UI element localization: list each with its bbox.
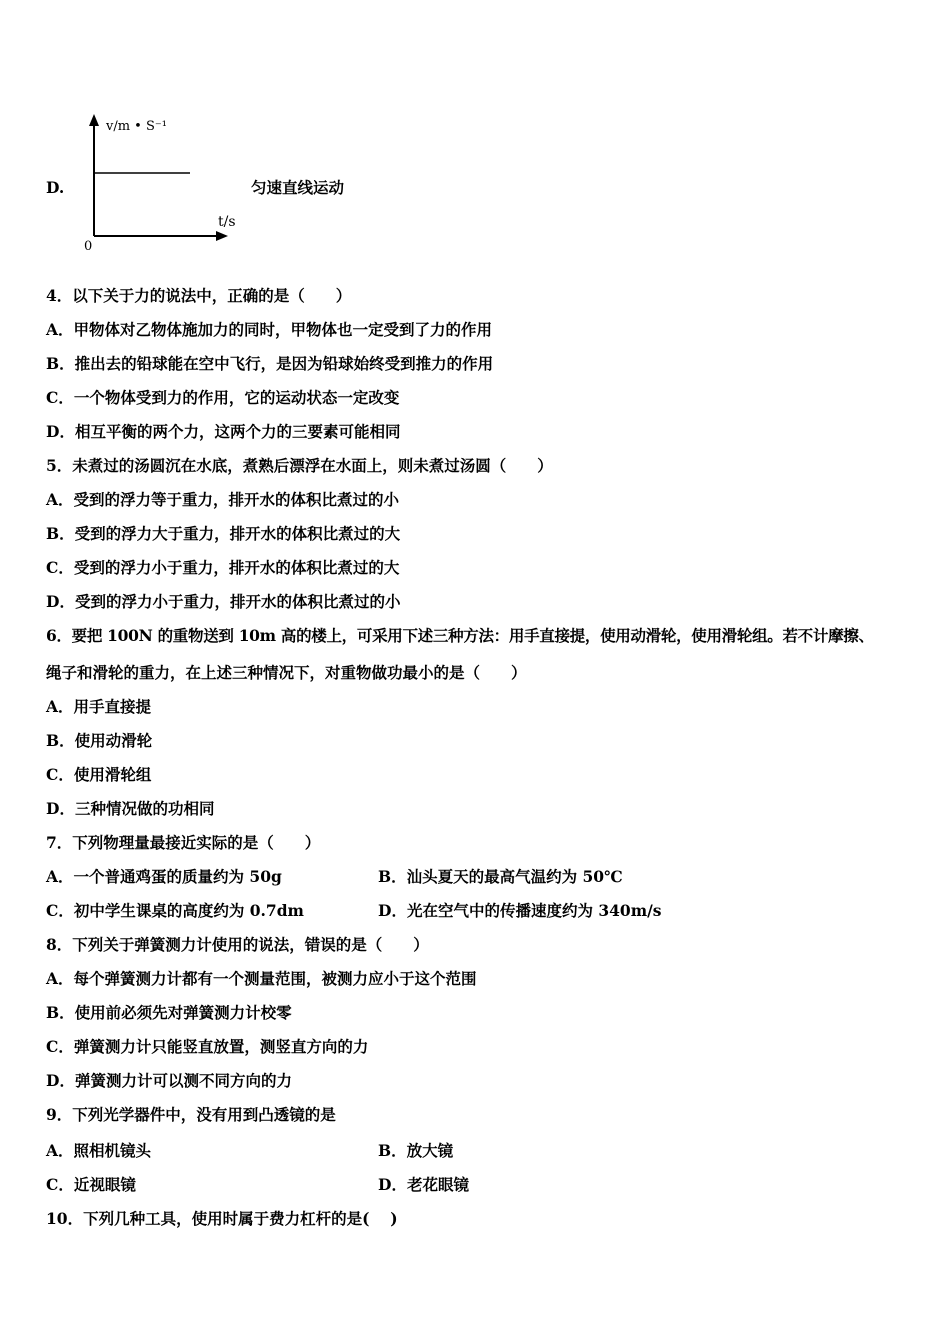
question-4: 4．以下关于力的说法中，正确的是（ ） <box>46 286 352 305</box>
q4-option-d: D．相互平衡的两个力，这两个力的三要素可能相同 <box>46 422 401 441</box>
q4-option-c: C．一个物体受到力的作用，它的运动状态一定改变 <box>46 388 400 407</box>
q8-option-c: C．弹簧测力计只能竖直放置，测竖直方向的力 <box>46 1037 369 1056</box>
q7-option-a: A．一个普通鸡蛋的质量约为 50g <box>46 867 282 886</box>
q9-option-b: B．放大镜 <box>378 1141 454 1160</box>
question-10: 10．下列几种工具，使用时属于费力杠杆的是( ) <box>46 1209 398 1228</box>
q8-option-b: B．使用前必须先对弹簧测力计校零 <box>46 1003 292 1022</box>
q4-option-b: B．推出去的铅球能在空中飞行，是因为铅球始终受到推力的作用 <box>46 354 494 373</box>
q8-option-a: A．每个弹簧测力计都有一个测量范围，被测力应小于这个范围 <box>46 969 477 988</box>
q6-option-b: B．使用动滑轮 <box>46 731 153 750</box>
question-5: 5．未煮过的汤圆沉在水底，煮熟后漂浮在水面上，则未煮过汤圆（ ） <box>46 456 553 475</box>
y-axis-label: v/m • S⁻¹ <box>106 119 167 134</box>
q4-option-a: A．甲物体对乙物体施加力的同时，甲物体也一定受到了力的作用 <box>46 320 493 339</box>
x-axis-label: t/s <box>218 214 236 230</box>
q9-option-a: A．照相机镜头 <box>46 1141 152 1160</box>
q7-option-d: D．光在空气中的传播速度约为 340m/s <box>378 901 662 920</box>
question-8: 8．下列关于弹簧测力计使用的说法，错误的是（ ） <box>46 935 429 954</box>
q5-option-a: A．受到的浮力等于重力，排开水的体积比煮过的小 <box>46 490 400 509</box>
q6-option-a: A．用手直接提 <box>46 697 152 716</box>
q7-option-b: B．汕头夏天的最高气温约为 50℃ <box>378 867 623 886</box>
q5-option-c: C．受到的浮力小于重力，排开水的体积比煮过的大 <box>46 558 400 577</box>
graph-caption: 匀速直线运动 <box>251 178 345 197</box>
question-6-line-2: 绳子和滑轮的重力，在上述三种情况下，对重物做功最小的是（ ） <box>46 663 527 682</box>
q5-option-b: B．受到的浮力大于重力，排开水的体积比煮过的大 <box>46 524 401 543</box>
q8-option-d: D．弹簧测力计可以测不同方向的力 <box>46 1071 292 1090</box>
q6-option-c: C．使用滑轮组 <box>46 765 152 784</box>
question-6-line-1: 6．要把 100N 的重物送到 10m 高的楼上，可采用下述三种方法：用手直接提，使用动滑轮，使用滑轮组。若不计摩擦、 <box>46 626 874 645</box>
question-7: 7．下列物理量最接近实际的是（ ） <box>46 833 321 852</box>
q7-option-c: C．初中学生课桌的高度约为 0.7dm <box>46 901 304 920</box>
q6-option-d: D．三种情况做的功相同 <box>46 799 215 818</box>
q9-option-c: C．近视眼镜 <box>46 1175 136 1194</box>
q3-option-d-label: D. <box>46 178 65 197</box>
q5-option-d: D．受到的浮力小于重力，排开水的体积比煮过的小 <box>46 592 401 611</box>
q9-option-d: D．老花眼镜 <box>378 1175 469 1194</box>
origin-label: 0 <box>84 239 93 254</box>
velocity-time-graph <box>70 108 260 258</box>
question-9: 9．下列光学器件中，没有用到凸透镜的是 <box>46 1105 336 1124</box>
